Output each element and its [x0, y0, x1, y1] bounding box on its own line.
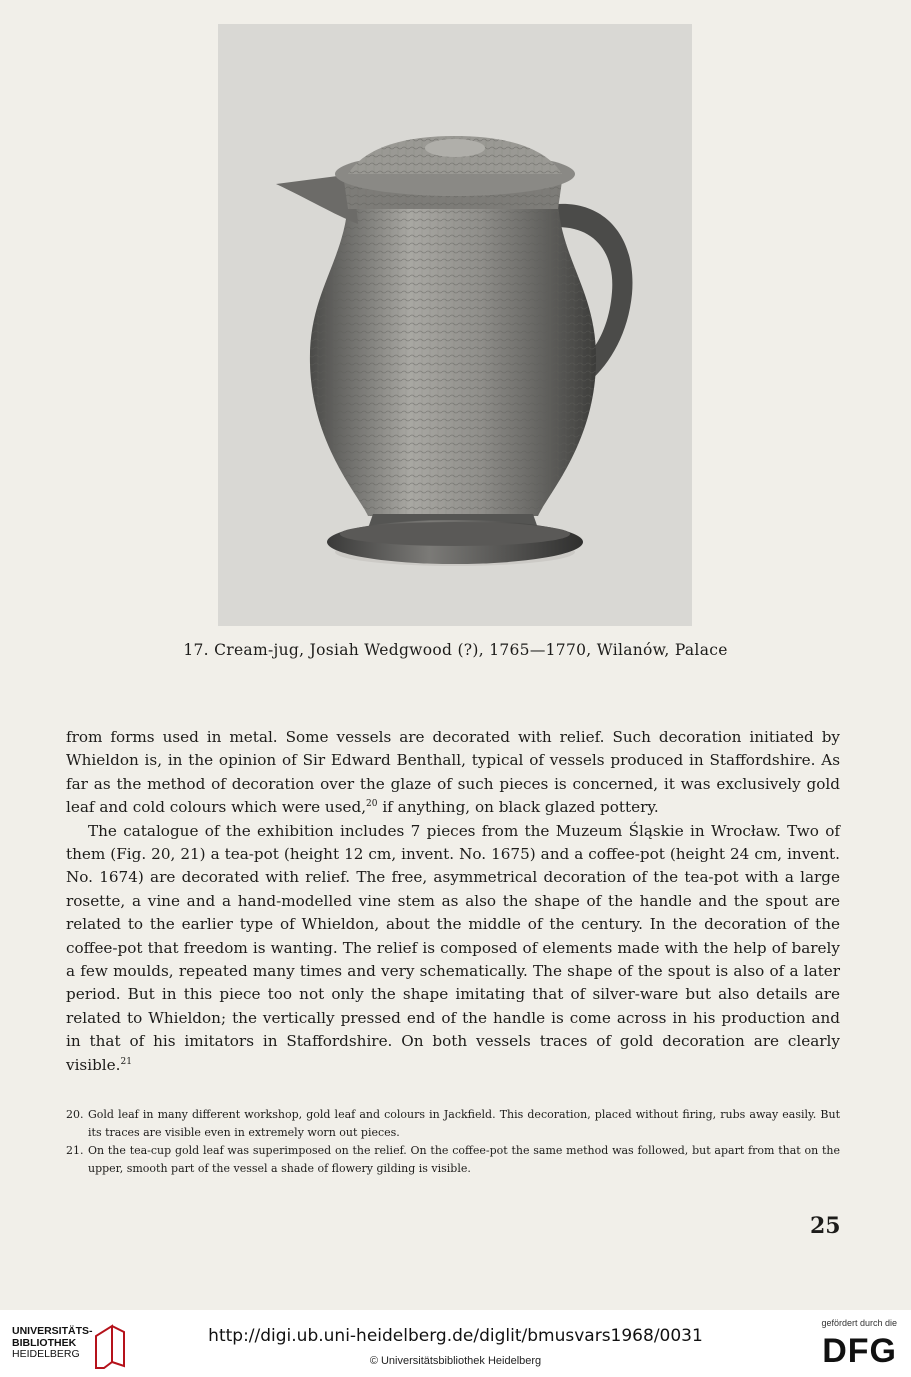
dfg-logo[interactable]: DFG: [822, 1332, 897, 1370]
paragraph: [66, 820, 840, 1077]
footnote-ref[interactable]: 20: [366, 799, 378, 810]
footnote-text: Gold leaf in many different workshop, gold leaf and colours in Jackfield. This decoration, placed without firing, rubs away easily. But its traces are visible even in extremely worn out pieces.: [88, 1108, 840, 1139]
paragraph-text: from forms used in metal. Some vessels are decorated with relief. Such decoration initiated by Whieldon is, in the opinion of Sir Edward Benthall, typical of vessels produced in Staffordshire. As far as the method of decoration over the glaze of such pieces is concerned, it was exclusively gold leaf and cold colours which were used,: [66, 728, 840, 817]
logo-line: HEIDELBERG: [12, 1348, 80, 1360]
footnote-number: 21.: [66, 1144, 84, 1157]
footnote-number: 20.: [66, 1108, 84, 1121]
digitization-footer: [0, 1310, 911, 1377]
paragraph: [66, 726, 840, 820]
figure-photo-cream-jug: [218, 24, 692, 626]
copyright-notice: © Universitätsbibliothek Heidelberg: [369, 1355, 542, 1367]
footnote-ref[interactable]: 21: [120, 1056, 132, 1067]
logo-line: BIBLIOTHEK: [12, 1336, 77, 1349]
body-text: [66, 726, 840, 1077]
footnote: [66, 1142, 840, 1178]
footnote-text: On the tea-cup gold leaf was superimposed on the relief. On the coffee-pot the same method was followed, but apart from that on the upper, smooth part of the vessel a shade of flowery gilding is visible.: [88, 1144, 840, 1175]
paragraph-text: if anything, on black glazed pottery.: [377, 798, 659, 817]
page-number: 25: [810, 1213, 841, 1239]
figure-caption: 17. Cream-jug, Josiah Wedgwood (?), 1765—1770, Wilanów, Palace: [183, 641, 728, 659]
paragraph-text: The catalogue of the exhibition includes 7 pieces from the Muzeum Śląskie in Wrocław. Two of them (Fig. 20, 21) a tea-pot (height 12 cm, invent. No. 1675) and a coffee-pot (height 24 cm, invent. No. 1674) are decorated with relief. The free, asymmetrical decoration of the tea-pot with a large rosette, a vine and a hand-modelled vine stem as also the shape of the handle and the spout are related to the earlier type of Whieldon, about the middle of the century. In the decoration of the coffee-pot that freedom is wanting. The relief is composed of elements made with the help of barely a few moulds, repeated many times and very schematically. The shape of the spout is also of a later period. But in this piece too not only the shape imitating that of silver-ware but also details are related to Whieldon; the vertically pressed end of the handle is come across in his production and in that of his imitators in Staffordshire. On both vessels traces of gold decoration are clearly visible.: [66, 821, 840, 1074]
footnotes: [66, 1106, 840, 1178]
logo-line: UNIVERSITÄTS-: [12, 1325, 93, 1337]
permalink-url[interactable]: http://digi.ub.uni-heidelberg.de/diglit/bmusvars1968/0031: [208, 1326, 703, 1346]
footnote: [66, 1106, 840, 1142]
funded-by-label: gefördert durch die: [821, 1318, 897, 1328]
